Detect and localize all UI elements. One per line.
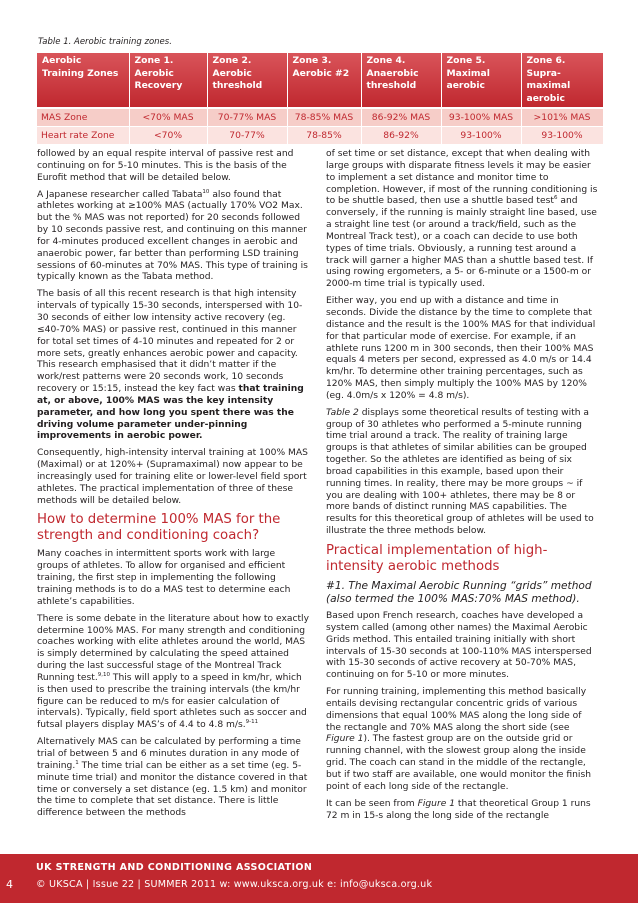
paragraph: Table 2 displays some theoretical results of testing with a group of 30 athletes who performed a 5-minute running time trial around a track. The reality of training large groups is that athletes of similar abilities can be grouped together. So the athletes are identified as being of six broad capabilities in this example, based upon their running times. In reality, there may be more groups ~ if you are dealing with 100+ athletes, there may be 8 or more bands of distinct running MAS capabilities. The results for this theoretical group of athletes will be used to illustrate the three methods below. (326, 407, 594, 537)
paragraph: Alternatively MAS can be calculated by performing a time trial of between 5 and 6 minutes duration in any mode of training.$^1$ The time trial can be either as a set time (eg. 5-minute time trial) and monitor the distance covered in that time or conversely a set distance (eg. 1.5 km) and monitor the time to complete that set distance. There is little difference between the methods (37, 737, 308, 819)
table-cell: 86-92% MAS (361, 108, 441, 127)
table-cell: 70-77% (207, 127, 287, 145)
table-header-cell: Zone 6. Supra-maximal aerobic (521, 53, 603, 108)
paragraph: Either way, you end up with a distance and time in seconds. Divide the distance by the time to complete that distance and the result is the 100% MAS for that individual for that particular mode of exercise. For example, if an athlete runs 1200 m in 300 seconds, then their 100% MAS equals 4 meters per second, expressed as 4.0 m/s or 14.4 km/hr. To determine other training percentages, such as 120% MAS, then simply multiply the 100% MAS by 120% (eg. 4.0m/s x 120% = 4.8 m/s). (326, 296, 596, 401)
emphasis-text: that training at, or above, 100% MAS was the key intensity parameter, and how long you spent there was the driving volume parameter under-pinning improvements in aerobic power. (37, 384, 304, 442)
paragraph: It can be seen from Figure 1 that theoretical Group 1 runs 72 m in 15-s along the long side of the rectangle (326, 798, 591, 821)
table-header-cell: Zone 2. Aerobic threshold (207, 53, 287, 108)
section-heading: How to determine 100% MAS for the strength and conditioning coach? (37, 512, 281, 544)
table-cell: 93-100% (441, 127, 521, 145)
table-header-cell: Zone 1. Aerobic Recovery (129, 53, 207, 108)
figure-reference: Figure 1 (417, 798, 456, 809)
right-column (326, 149, 598, 827)
table-cell: >101% MAS (521, 108, 603, 127)
page-footer (0, 854, 638, 903)
table-cell: 78-85% MAS (287, 108, 361, 127)
table-cell: 93-100% (521, 127, 603, 145)
paragraph: of set time or set distance, except that when dealing with large groups with disparate fitness levels it may be easier to implement a set distance and monitor time to completion. However, if most of the running conditioning is to be shuttle based, then use a shuttle based test$^6$ and conversely, if the running is mainly straight line based, use a straight line test (or around a track/field, such as the Montreal Track test), or a coach can decide to use both types of time trials. Obviously, a running test around a track will garner a higher MAS than a shuttle based test. If using rowing ergometers, a 5- or 6-minute or a 1500-m or 2000-m time trial is typically used. (326, 149, 598, 290)
table-row (37, 127, 603, 145)
table-row (37, 108, 603, 127)
table-cell: 86-92% (361, 127, 441, 145)
footer-contact-info: © UKSCA | Issue 22 | SUMMER 2011 w: www.uksca.org.uk e: info@uksca.org.uk (36, 879, 433, 890)
footer-organization: UK STRENGTH AND CONDITIONING ASSOCIATION (36, 862, 313, 873)
citation: 1 (75, 759, 79, 766)
table-row-label: MAS Zone (37, 108, 129, 127)
paragraph: There is some debate in the literature about how to exactly determine 100% MAS. For many strength and conditioning coaches working with elite athletes around the world, MAS is simply determined by calculating the speed attained during the last successful stage of the Montreal Track Running test.$^{9,10}$ This will apply to a speed in km/hr, which is then used to prescribe the training intervals (the km/hr figure can be reduced to m/s for easier calculation of intervals). Typically, field sport athletes such as soccer and futsal players display MAS’s of 4.4 to 4.8 m/s.$^{9-11}$ (37, 613, 309, 731)
table-caption: Table 1. Aerobic training zones. (38, 37, 172, 47)
subsection-heading: #1. The Maximal Aerobic Running “grids” method (also termed the 100% MAS:70% MAS method). (326, 580, 592, 605)
table-row-label: Heart rate Zone (37, 127, 129, 145)
table-header-cell: Zone 5. Maximal aerobic (441, 53, 521, 108)
table-cell: 78-85% (287, 127, 361, 145)
table-cell: <70% (129, 127, 207, 145)
table-header-row (37, 53, 603, 108)
section-heading: Practical implementation of high-intensity aerobic methods (326, 543, 548, 574)
paragraph: For running training, implementing this method basically entails devising rectangular concentric grids of various dimensions that equal 100% MAS along the long side of the rectangle and 70% MAS along the short side (see Figure 1). The fastest group are on the outside grid or running channel, with the slowest group along the inside grid. The coach can stand in the middle of the rectangle, but if two staff are available, one would monitor the finish point of each long side of the rectangle. (326, 687, 592, 792)
paragraph: A Japanese researcher called Tabata$^{10}$ also found that athletes working at ≥100% MAS (actually 170% VO2 Max. but the % MAS was not reported) for 20 seconds followed by 10 seconds passive rest, and continuing on this manner for 4-minutes produced excellent changes in aerobic and anaerobic power, far better than performing LSD training sessions of 60-minutes at 70% MAS. This type of training is typically known as the Tabata method. (37, 188, 308, 283)
table-header-cell: Aerobic Training Zones (37, 53, 129, 108)
paragraph: The basis of all this recent research is that high intensity intervals of typically 15-30 seconds, interspersed with 10-30 seconds of either low intensity active recovery (eg. ≤40-70% MAS) or passive rest, continued in this manner for total set times of 4-10 minutes and repeated for 2 or more sets, greatly enhances aerobic power and capacity. This research emphasised that it didn’t matter if the work/rest patterns were 20 seconds work, 10 seconds recovery or 15:15, instead the key fact was that training at, or above, 100% MAS was the key intensity parameter, and how long you spent there was the driving volume parameter under-pinning improvements in aerobic power. (37, 289, 304, 442)
paragraph: followed by an equal respite interval of passive rest and continuing on for 5-10 minutes. This is the basis of the Eurofit method that will be detailed below. (37, 149, 294, 183)
left-column (37, 149, 309, 825)
figure-reference: Figure 1 (326, 734, 364, 745)
paragraph: Based upon French research, coaches have developed a system called (among other names) the Maximal Aerobic Grids method. This entailed training initially with short intervals of 15-30 seconds at 100-110% MAS interspersed with 15-30 seconds of active recovery at 50-70% MAS, continuing on for 5-10 or more minutes. (326, 611, 592, 681)
paragraph: Consequently, high-intensity interval training at 100% MAS (Maximal) or at 120%+ (Supramaximal) now appear to be increasingly used for training elite or lower-level field sport athletes. The practical implementation of three of these methods will be detailed below. (37, 448, 308, 506)
table-cell: 93-100% MAS (441, 108, 521, 127)
citation: 6 (553, 195, 558, 202)
table-header-cell: Zone 4. Anaerobic threshold (361, 53, 441, 108)
table-header-cell: Zone 3. Aerobic #2 (287, 53, 361, 108)
citation: 10 (202, 188, 210, 195)
citation: 9,10 (97, 671, 110, 678)
table-cell: 70-77% MAS (207, 108, 287, 127)
aerobic-zones-table (37, 53, 604, 145)
paragraph: Many coaches in intermittent sports work with large groups of athletes. To allow for organised and efficient training, the first step in implementing the following training methods is to do a MAS test to determine each athlete’s capabilities. (37, 549, 291, 607)
table-reference: Table 2 (326, 407, 359, 418)
table-cell: <70% MAS (129, 108, 207, 127)
citation: 9-11 (245, 719, 259, 726)
page-number: 4 (6, 878, 13, 891)
